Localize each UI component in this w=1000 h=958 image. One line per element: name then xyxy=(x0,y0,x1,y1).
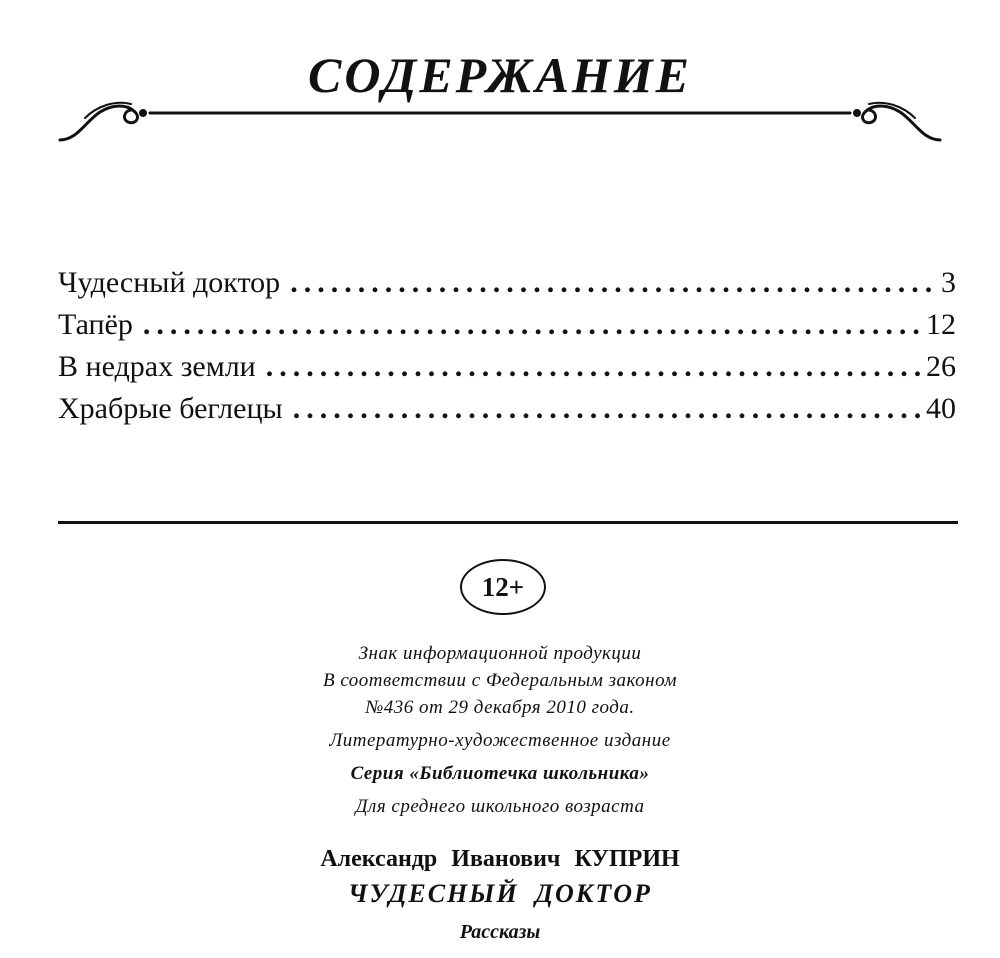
info-notice-line: №436 от 29 декабря 2010 года. xyxy=(365,697,635,718)
section-divider xyxy=(58,521,958,524)
toc-entry[interactable] xyxy=(58,346,956,388)
toc-entry[interactable] xyxy=(58,388,956,430)
series-name: Серия «Библиотечка школьника» xyxy=(350,763,650,784)
toc-leader-dots xyxy=(143,304,924,346)
toc-entry-title: В недрах земли xyxy=(58,350,256,383)
book-title: ЧУДЕСНЫЙ ДОКТОР xyxy=(348,879,652,908)
info-notice-line: В соответствии с Федеральным законом xyxy=(322,670,678,691)
toc-entry-title: Тапёр xyxy=(58,308,133,341)
author-name: Александр Иванович КУПРИН xyxy=(320,846,680,872)
toc-entry-page: 40 xyxy=(926,392,956,425)
toc-entry-title: Храбрые беглецы xyxy=(58,392,283,425)
toc-entry-page: 3 xyxy=(941,266,956,299)
edition-type: Литературно-художественное издание xyxy=(329,730,671,751)
table-of-contents xyxy=(58,262,956,430)
toc-leader-dots xyxy=(266,346,924,388)
toc-entry-page: 26 xyxy=(926,350,956,383)
toc-entry[interactable] xyxy=(58,304,956,346)
toc-entry[interactable] xyxy=(58,262,956,304)
genre-label: Рассказы xyxy=(459,921,541,943)
audience-note: Для среднего школьного возраста xyxy=(355,796,645,817)
toc-entry-title: Чудесный доктор xyxy=(58,266,281,299)
toc-leader-dots xyxy=(293,388,924,430)
age-rating-badge: 12+ xyxy=(460,559,546,615)
page-title: СОДЕРЖАНИЕ xyxy=(307,47,693,103)
toc-entry-page: 12 xyxy=(926,308,956,341)
imprint-block xyxy=(0,640,1000,820)
toc-leader-dots xyxy=(290,262,939,304)
info-notice-line: Знак информационной продукции xyxy=(358,643,642,664)
ornamental-rule xyxy=(55,94,945,144)
